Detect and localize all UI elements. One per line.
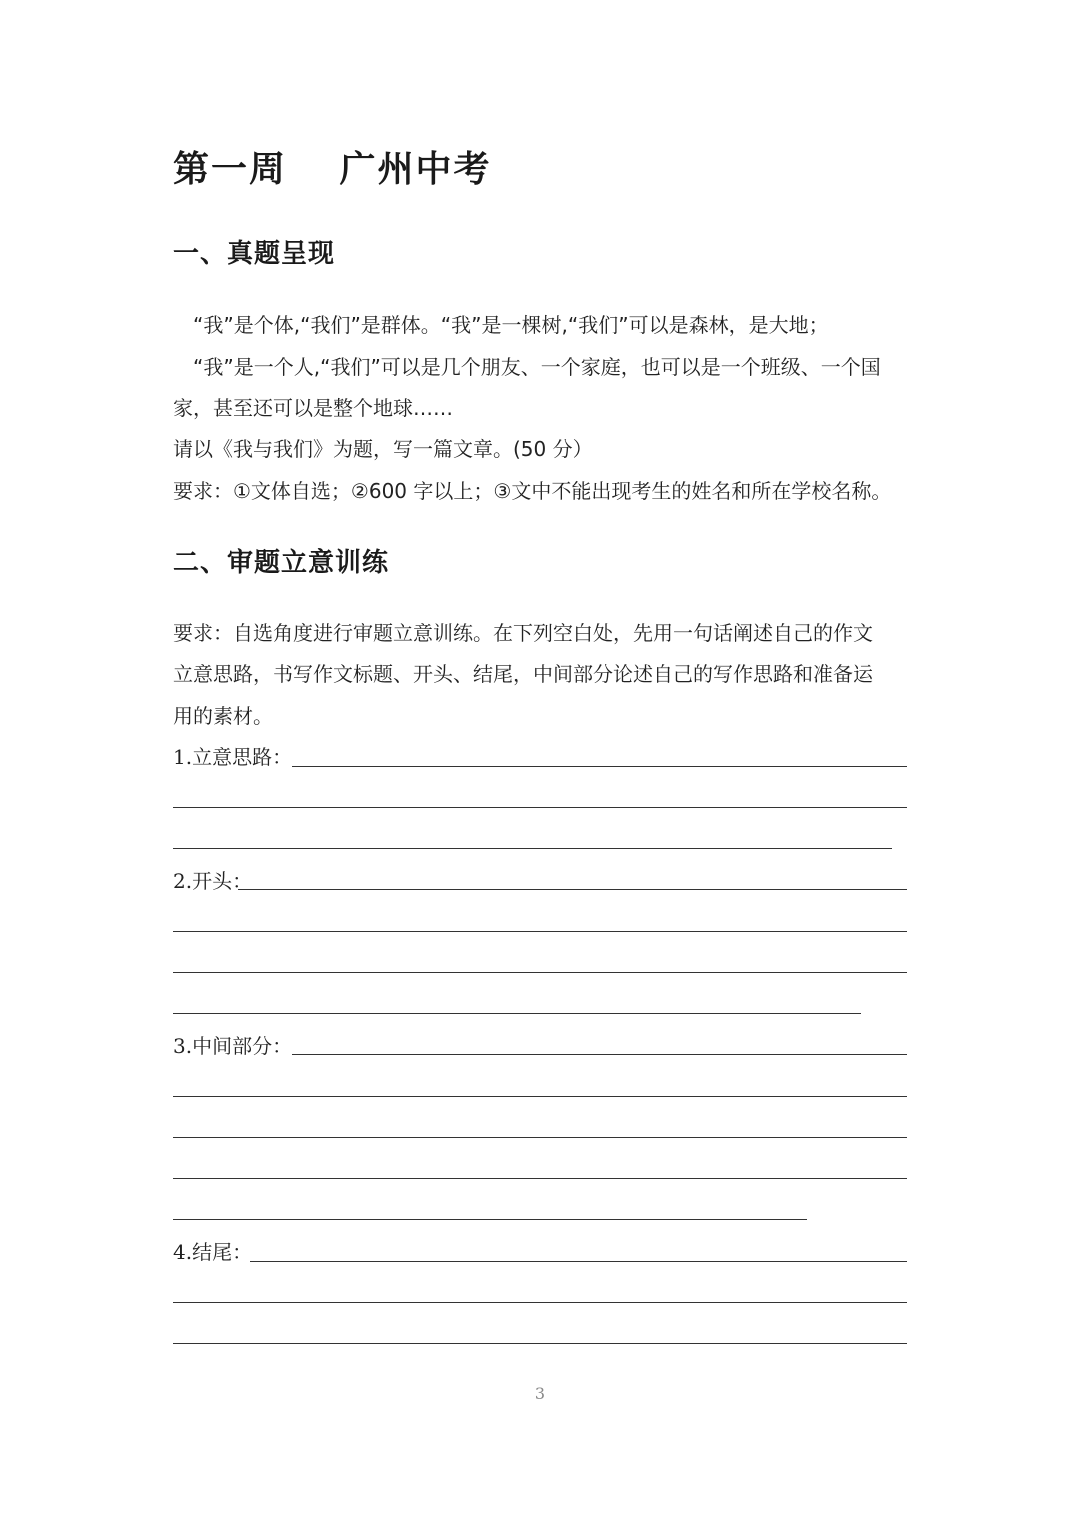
answer-line-middle[interactable] [292, 1054, 907, 1055]
answer-line-middle[interactable] [173, 1096, 907, 1097]
instruction-line: 立意思路，书写作文标题、开头、结尾，中间部分论述自己的写作思路和准备运 [173, 662, 873, 686]
answer-line-opening[interactable] [173, 1013, 861, 1014]
section-heading-topic-training: 二、审题立意训练 [173, 548, 390, 578]
page-number: 3 [534, 1384, 546, 1403]
answer-line-middle[interactable] [173, 1137, 907, 1138]
instruction-line: 用的素材。 [173, 704, 273, 728]
prompt-line: “我”是一个人,“我们”可以是几个朋友、一个家庭，也可以是一个班级、一个国 [193, 355, 881, 379]
answer-line-idea[interactable] [173, 848, 892, 849]
answer-line-opening[interactable] [173, 972, 907, 973]
answer-line-opening[interactable] [238, 889, 907, 890]
answer-line-opening[interactable] [173, 931, 907, 932]
answer-line-idea[interactable] [173, 807, 907, 808]
answer-line-idea[interactable] [292, 766, 907, 767]
instruction-line: 要求：自选角度进行审题立意训练。在下列空白处，先用一句话阐述自己的作文 [173, 621, 873, 645]
answer-line-middle[interactable] [173, 1178, 907, 1179]
section-heading-real-question: 一、真题呈现 [173, 239, 336, 269]
answer-line-ending[interactable] [250, 1261, 907, 1262]
page-title: 第一周 广州中考 [173, 149, 492, 190]
field-label-opening: 2.开头： [173, 869, 253, 893]
answer-line-middle[interactable] [173, 1219, 807, 1220]
field-label-idea: 1.立意思路： [173, 745, 293, 769]
prompt-line: 家，甚至还可以是整个地球…… [173, 396, 453, 420]
prompt-line: “我”是个体,“我们”是群体。“我”是一棵树,“我们”可以是森林，是大地； [193, 313, 829, 337]
field-label-middle: 3.中间部分： [173, 1034, 293, 1058]
answer-line-ending[interactable] [173, 1343, 907, 1344]
field-label-ending: 4.结尾： [173, 1240, 253, 1264]
requirements-line: 要求：①文体自选；②600 字以上；③文中不能出现考生的姓名和所在学校名称。 [173, 479, 892, 503]
prompt-line: 请以《我与我们》为题，写一篇文章。(50 分） [173, 437, 593, 461]
answer-line-ending[interactable] [173, 1302, 907, 1303]
